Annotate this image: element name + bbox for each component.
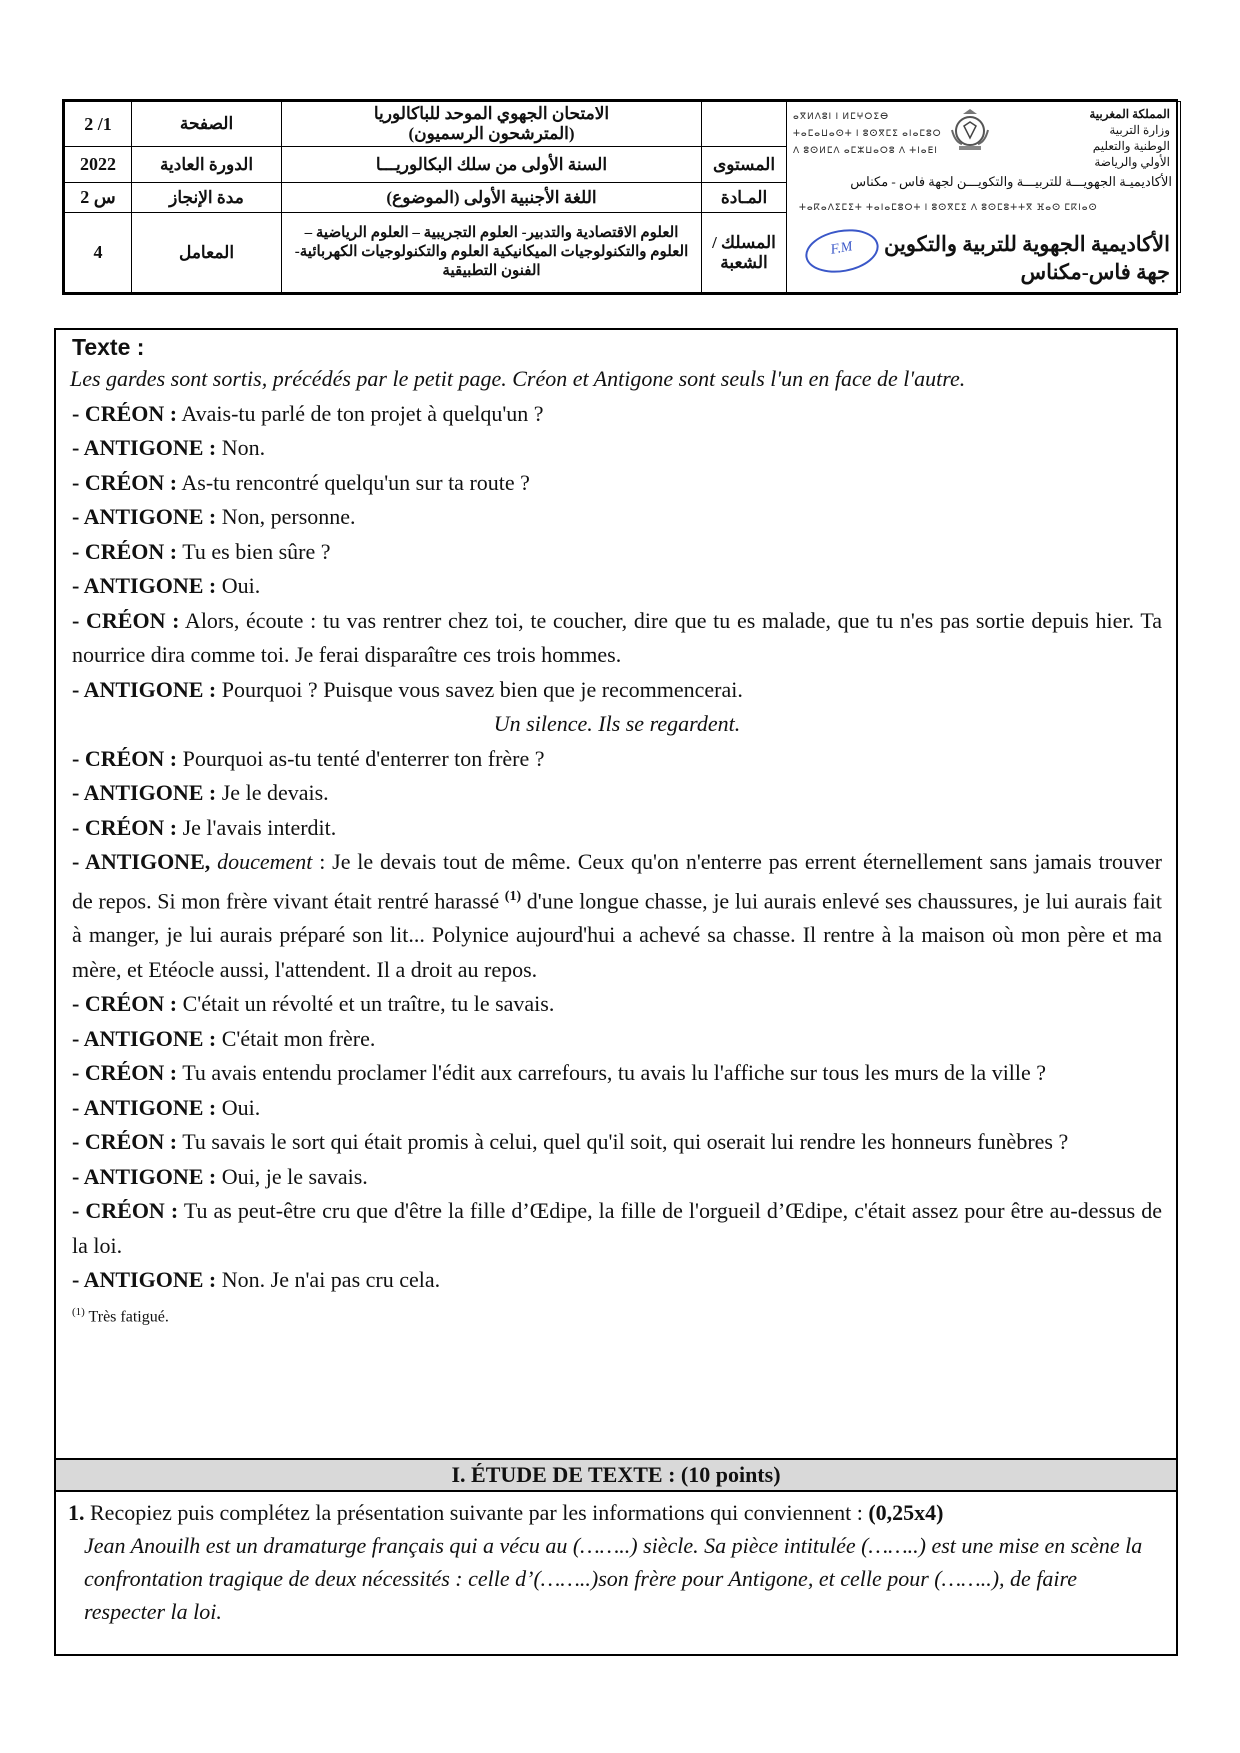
session-year: 2022 xyxy=(65,147,132,183)
footnote-text: Très fatigué. xyxy=(84,1308,169,1326)
speaker-name: - CRÉON : xyxy=(72,1060,178,1086)
dialogue-block-1 xyxy=(72,397,1162,708)
line-text: As-tu rencontré quelqu'un sur ta route ? xyxy=(177,469,530,495)
text-passage xyxy=(72,332,1162,1329)
page-number: 2 /1 xyxy=(65,102,132,147)
fill-in-text: Jean Anouilh est un dramaturge français qui a vécu au (……..) siècle. Sa pièce intitulée (……..) est une mise en scène la confrontation tragique de deux nécessités : celle d’(……..)son frère pour Antigone, et celle pour (……..), de faire respecter la loi. xyxy=(84,1533,1143,1624)
silence-direction: Un silence. Ils se regardent. xyxy=(493,711,741,736)
stage-direction: Les gardes sont sortis, précédés par le petit page. Créon et Antigone sont seuls l'un en face de l'autre. xyxy=(70,366,966,391)
dialogue-line xyxy=(72,1263,1162,1298)
dialogue-line xyxy=(72,397,1162,432)
dialogue-line xyxy=(72,466,1162,501)
exam-title-line: الامتحان الجهوي الموحد للباكالوريا xyxy=(373,104,610,123)
line-text: Tu savais le sort qui était promis à celui, quel qu'il soit, qui oserait lui rendre les honneurs funèbres ? xyxy=(177,1129,1069,1155)
speaker-name: - CRÉON : xyxy=(72,1198,179,1224)
line-text: Pourquoi as-tu tenté d'enterrer ton frère ? xyxy=(177,745,545,771)
long-reply-speaker: - ANTIGONE, xyxy=(72,849,211,874)
exam-body xyxy=(54,328,1178,1656)
question-number: 1. xyxy=(68,1500,85,1525)
dialogue-block-2 xyxy=(72,742,1162,846)
speaker-name: - CRÉON : xyxy=(72,745,178,771)
line-text: Non, personne. xyxy=(216,504,356,529)
question-prompt: Recopiez puis complétez la présentation suivante par les informations qui conviennent : xyxy=(84,1500,869,1525)
speaker-name: - CRÉON : xyxy=(72,1129,178,1155)
speaker-name: - ANTIGONE : xyxy=(72,780,217,805)
ministry-name: وزارة التربية الوطنية والتعليم الأولي والرياضة xyxy=(1092,123,1170,169)
speaker-name: - CRÉON : xyxy=(72,607,180,633)
long-reply-text-1: : Je le devais tout de même. Ceux qu'on n'enterre pas errent éternellement sans jamais trouver de repos. Si mon frère vivant était rentré harassé xyxy=(72,849,1162,913)
coat-of-arms-icon xyxy=(947,106,993,152)
tifinagh-line-3: ⴷ ⵓⵙⵍⵎⴷ ⴰⵎⵣⵡⴰⵔⵓ ⴷ ⵜⵏⴰⴹⵏ xyxy=(793,145,938,155)
track-value: العلوم الاقتصادية والتدبير- العلوم التجريبية – العلوم الرياضية – العلوم والتكنولوجيات الميكانيكية العلوم والتكنولوجيات الكهربائية- الفنون التطبيقية xyxy=(282,213,702,293)
tifinagh-line-2: ⵜⴰⵎⴰⵡⴰⵙⵜ ⵏ ⵓⵙⴳⵎⵉ ⴰⵏⴰⵎⵓⵔ xyxy=(793,128,942,138)
speaker-name: - ANTIGONE : xyxy=(72,1163,217,1189)
line-text: Non. xyxy=(216,435,266,460)
academy-name-line-1: الأكاديمية الجهوية للتربية والتكوين xyxy=(883,232,1170,256)
speaker-name: - ANTIGONE : xyxy=(72,1025,217,1051)
long-reply-adverb: doucement xyxy=(217,849,313,874)
academy-name xyxy=(884,230,1170,286)
dialogue-line xyxy=(72,1056,1162,1091)
line-text: Alors, écoute : tu vas rentrer chez toi, te coucher, dire que tu es malade, que tu n'es pas sortie depuis hier. Ta nourrice dira comme toi. Je ferai disparaître ces trois hommes. xyxy=(72,607,1162,667)
question-points: (0,25x4) xyxy=(868,1500,944,1525)
line-text: Je l'avais interdit. xyxy=(177,814,337,840)
dialogue-line xyxy=(72,500,1162,535)
exam-title xyxy=(282,102,702,147)
speaker-name: - ANTIGONE : xyxy=(72,1267,217,1293)
section-title: I. ÉTUDE DE TEXTE : (10 points) xyxy=(56,1458,1176,1492)
speaker-name: - CRÉON : xyxy=(72,991,178,1017)
duration-label: مدة الإنجاز xyxy=(132,183,282,213)
dialogue-line xyxy=(72,1091,1162,1126)
subject-label: المـادة xyxy=(702,183,787,213)
line-text: Oui. xyxy=(216,573,261,598)
dialogue-line xyxy=(72,604,1162,673)
kingdom-name: المملكة المغربية xyxy=(1089,107,1170,121)
institution-block xyxy=(787,102,1181,293)
line-text: C'était un révolté et un traître, tu le savais. xyxy=(177,991,555,1017)
academy-small: الأكاديميـة الجهويـــة للتربيـــة والتكويـــن لجهة فاس - مكناس xyxy=(850,174,1172,189)
dialogue-line xyxy=(72,776,1162,811)
stamp: F.M xyxy=(802,224,882,278)
academy-name-line-2: جهة فاس-مكناس xyxy=(1020,260,1170,284)
duration-value: 2 س xyxy=(65,183,132,213)
footnote-mark: (1) xyxy=(72,1305,85,1318)
dialogue-line xyxy=(72,742,1162,777)
speaker-name: - ANTIGONE : xyxy=(72,435,217,460)
line-text: C'était mon frère. xyxy=(216,1025,376,1051)
dialogue-line xyxy=(72,1125,1162,1160)
line-text: Oui. xyxy=(216,1094,261,1120)
speaker-name: - CRÉON : xyxy=(72,469,178,495)
line-text: Je le devais. xyxy=(216,780,329,805)
exam-subtitle: (المترشحون الرسميون) xyxy=(408,124,575,143)
long-reply-text-2: d'une longue chasse, je lui aurais enlevé ses chaussures, je lui aurais fait à manger, je lui aurais préparé son lit... Polynice aujourd'hui a achevé sa chasse. Il rentre à la maison où mon père et ma mère, et Etéocle aussi, l'attendent. Il a droit au repos. xyxy=(72,887,1163,982)
dialogue-line xyxy=(72,569,1162,604)
subject-value: اللغة الأجنبية الأولى (الموضوع) xyxy=(282,183,702,213)
dialogue-line xyxy=(72,1194,1162,1263)
session-label: الدورة العادية xyxy=(132,147,282,183)
speaker-name: - CRÉON : xyxy=(72,814,178,840)
speaker-name: - ANTIGONE : xyxy=(72,1094,217,1120)
tifinagh-line-1: ⴰⴳⵍⴷⵓⵏ ⵏ ⵍⵎⵖⵔⵉⴱ xyxy=(793,111,890,121)
academy-tifinagh: ⵜⴰⴽⴰⴷⵉⵎⵉⵜ ⵜⴰⵏⴰⵎⵓⵔⵜ ⵏ ⵓⵙⴳⵎⵉ ⴷ ⵓⵙⵎⵓⵜⵜⴳ ⴼⴰⵙ ⵎⴽⵏⴰⵙ xyxy=(799,202,1098,212)
line-text: Oui, je le savais. xyxy=(216,1163,368,1189)
footnote-ref: (1) xyxy=(504,888,522,904)
dialogue-line xyxy=(72,673,1162,708)
line-text: Tu as peut-être cru que d'être la fille d’Œdipe, la fille de l'orgueil d’Œdipe, c'était assez pour être au-dessus de la loi. xyxy=(72,1198,1162,1258)
speaker-name: - ANTIGONE : xyxy=(72,573,217,598)
dialogue-block-3 xyxy=(72,987,1162,1298)
line-text: Non. Je n'ai pas cru cela. xyxy=(216,1267,441,1293)
line-text: Avais-tu parlé de ton projet à quelqu'un ? xyxy=(177,400,544,426)
coefficient-label: المعامل xyxy=(132,213,282,293)
line-text: Tu es bien sûre ? xyxy=(177,538,331,564)
question-1 xyxy=(68,1496,1162,1628)
dialogue-line xyxy=(72,811,1162,846)
level-label: المستوى xyxy=(702,147,787,183)
coefficient-value: 4 xyxy=(65,213,132,293)
line-text: Tu avais entendu proclamer l'édit aux carrefours, tu avais lu l'affiche sur tous les murs de la ville ? xyxy=(177,1060,1047,1086)
speaker-name: - ANTIGONE : xyxy=(72,504,217,529)
dialogue-line xyxy=(72,535,1162,570)
dialogue-line xyxy=(72,1160,1162,1195)
speaker-name: - ANTIGONE : xyxy=(72,676,217,702)
footnote xyxy=(72,1300,1162,1329)
dialogue-line xyxy=(72,987,1162,1022)
level-value: السنة الأولى من سلك البكالوريـــا xyxy=(282,147,702,183)
dialogue-line xyxy=(72,431,1162,466)
blank-cell xyxy=(702,102,787,147)
line-text: Pourquoi ? Puisque vous savez bien que je recommencerai. xyxy=(216,676,743,702)
text-heading: Texte : xyxy=(72,334,145,360)
dialogue-line xyxy=(72,1022,1162,1057)
long-reply xyxy=(72,845,1162,987)
track-label: المسلك /الشعبة xyxy=(702,213,787,293)
exam-header xyxy=(62,99,1178,295)
speaker-name: - CRÉON : xyxy=(72,400,178,426)
speaker-name: - CRÉON : xyxy=(72,538,178,564)
page-label: الصفحة xyxy=(132,102,282,147)
